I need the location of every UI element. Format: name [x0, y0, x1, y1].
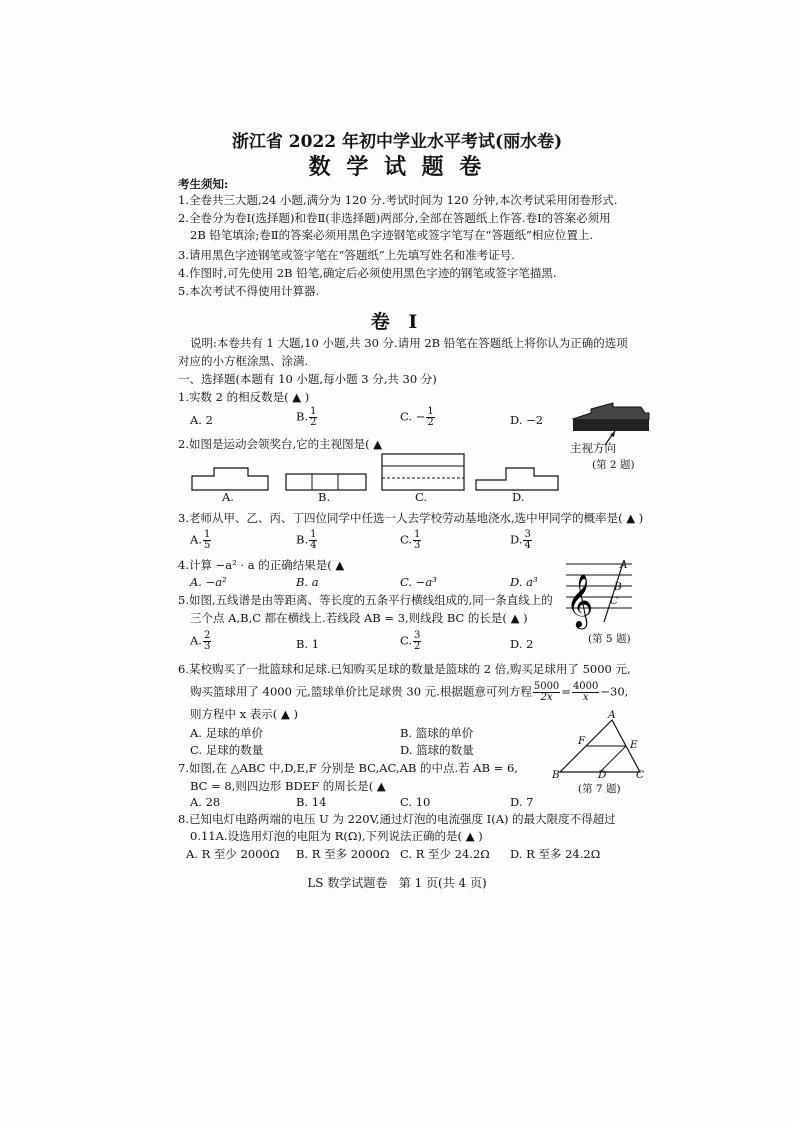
denominator: 2x [540, 692, 553, 703]
q6-option-b: B. 篮球的单价 [400, 726, 474, 740]
numerator: 1 [310, 529, 317, 540]
q6-option-c: C. 足球的数量 [190, 743, 264, 757]
fraction [203, 631, 211, 652]
notice-item: 2.全卷分为卷Ⅰ(选择题)和卷Ⅱ(非选择题)两部分,全部在答题纸上作答.卷Ⅰ的答案必须用 [178, 211, 611, 225]
notice-item: 3.请用黑色字迹钢笔或签字笔在“答题纸”上先填写姓名和准考证号. [178, 248, 515, 262]
numerator: 2 [203, 630, 211, 641]
opt-label: C. [400, 633, 413, 648]
point-c-label: C [610, 595, 619, 607]
q5-option-b: B. 1 [296, 637, 320, 651]
notice-item: 5.本次考试不得使用计算器. [178, 284, 320, 298]
q1-b-label: B. [296, 409, 309, 424]
q1-option-c [400, 407, 436, 428]
answer-placeholder: ▲ [280, 707, 290, 721]
q8-close: ) [478, 829, 483, 843]
question-1-stem [178, 390, 309, 404]
numerator: 4000 [572, 681, 599, 692]
fraction [203, 530, 211, 551]
q8-option-b: B. R 至多 2000Ω [296, 847, 390, 861]
notice-item: 2B 铅笔填涂;卷Ⅱ的答案必须用黑色字迹钢笔或签字笔写在“答题纸”相应位置上. [190, 228, 594, 242]
q4-text: 4.计算 −a² · a 的正确结果是( [178, 558, 332, 572]
shape-c [382, 454, 464, 490]
question-4-stem [178, 558, 344, 572]
q8-option-a: A. R 至少 2000Ω [186, 847, 280, 861]
eq-tail: −30, [600, 684, 629, 699]
q3-option-c [400, 530, 422, 551]
q5-option-c [400, 631, 422, 652]
q2-option-shapes [188, 454, 548, 494]
q4-option-d: D. a³ [510, 575, 538, 589]
q5-option-a [190, 631, 212, 652]
fraction [413, 530, 421, 551]
question-3-stem [178, 511, 643, 525]
vertex-b-label: B [552, 769, 560, 781]
q2-fig-caption: (第 2 题) [592, 459, 635, 471]
q1-option-a: A. 2 [190, 413, 213, 427]
q3-option-a [190, 530, 212, 551]
q1-text: 1.实数 2 的相反数是( [178, 390, 289, 404]
question-8-line2 [190, 829, 483, 843]
denominator: 4 [524, 540, 531, 551]
numerator: 1 [310, 406, 317, 417]
denominator: 4 [310, 540, 317, 551]
question-8-line1: 8.已知电灯电路两端的电压 U 为 220V,通过灯泡的电流强度 I(A) 的最大限度不得超过 [178, 812, 616, 826]
q1-close: ) [304, 390, 310, 404]
numerator: 1 [203, 529, 211, 540]
q2-fig-label: 主视方向 [570, 441, 616, 455]
q3-close: ) [638, 511, 644, 525]
answer-placeholder: ▲ [510, 611, 520, 625]
shape-a [192, 468, 268, 490]
fraction [309, 530, 317, 551]
question-5-line1: 5.如图,五线谱是由等距离、等长度的五条平行横线组成的,同一条直线上的 [178, 593, 553, 607]
vertex-d-label: D [598, 769, 607, 781]
opt-label: B. [296, 532, 309, 547]
eq-equals: = [561, 684, 571, 699]
fraction [533, 682, 560, 703]
q3-option-d [510, 530, 533, 551]
paper-title: 数 学 试 题 卷 [308, 154, 486, 180]
q6-text: 购买篮球用了 4000 元,篮球单价比足球贵 30 元.根据题意可列方程 [190, 684, 532, 699]
fraction [309, 407, 317, 428]
q2-option-a: A. [222, 490, 234, 504]
question-7-line2 [190, 779, 386, 793]
opt-label: A. [190, 532, 202, 547]
q2-option-d: D. [512, 490, 525, 504]
q5-option-d: D. 2 [510, 637, 534, 651]
denominator: 3 [414, 540, 421, 551]
notice-item: 4.作图时,可先使用 2B 铅笔,确定后必须使用黑色字迹的钢笔或签字笔描黑. [178, 266, 557, 280]
denominator: x [582, 692, 589, 703]
q2-option-b: B. [318, 490, 331, 504]
q6-option-d: D. 篮球的数量 [400, 743, 474, 757]
numerator: 1 [414, 529, 421, 540]
q3-text: 3.老师从甲、乙、丙、丁四位同学中任选一人去学校劳动基地浇水,选中甲同学的概率是( [178, 511, 623, 525]
vertex-e-label: E [630, 739, 638, 751]
section-title: 卷 Ⅰ [370, 311, 424, 333]
q2-option-c: C. [415, 490, 428, 504]
q1-c-label: C. − [400, 409, 426, 424]
section-note: 说明:本卷共有 1 大题,10 小题,共 30 分.请用 2B 铅笔在答题纸上将你认为正确的选项 [190, 336, 628, 350]
q7-option-b: B. 14 [296, 795, 327, 809]
q5-fig-caption: (第 5 题) [588, 633, 631, 645]
q6-text: 则方程中 x 表示( [190, 707, 278, 721]
q3-option-b [296, 530, 318, 551]
answer-placeholder: ▲ [292, 390, 302, 404]
question-7-line1: 7.如图,在 △ABC 中,D,E,F 分别是 BC,AC,AB 的中点.若 AB = 6, [178, 761, 518, 775]
notice-item: 1.全卷共三大题,24 小题,满分为 120 分.考试时间为 120 分钟,本次考试采用闭卷形式. [178, 193, 618, 207]
shape-b [286, 474, 366, 490]
question-6-line1: 6.某校购买了一批篮球和足球.已知购买足球的数量是篮球的 2 倍,购买足球用了 5000 元, [178, 662, 631, 676]
denominator: 2 [414, 641, 421, 652]
shape-d [476, 468, 558, 490]
answer-placeholder: ▲ [626, 511, 636, 525]
opt-label: A. [190, 633, 202, 648]
numerator: 3 [524, 529, 531, 540]
point-a-label: A [620, 559, 628, 571]
answer-placeholder: ▲ [373, 437, 383, 451]
question-6-line2 [190, 682, 628, 703]
fraction [413, 631, 421, 652]
q7-fig-caption: (第 7 题) [578, 783, 621, 795]
q7-text: BC = 8,则四边形 BDEF 的周长是( [190, 779, 374, 793]
denominator: 2 [310, 417, 317, 428]
q6-option-a: A. 足球的单价 [190, 726, 264, 740]
point-b-label: B [614, 581, 622, 593]
exam-title: 浙江省 2022 年初中学业水平考试(丽水卷) [231, 132, 563, 152]
fraction [523, 530, 531, 551]
q7-option-c: C. 10 [400, 795, 431, 809]
q5-text: 三个点 A,B,C 都在横线上.若线段 AB = 3,则线段 BC 的长是( [190, 611, 507, 625]
numerator: 3 [414, 630, 421, 641]
q4-option-c: C. −a³ [400, 575, 437, 589]
fraction [426, 407, 434, 428]
q8-option-d: D. R 至多 24.2Ω [510, 847, 601, 861]
q8-text: 0.11A.设选用灯泡的电阻为 R(Ω),下列说法正确的是( [190, 829, 463, 843]
fraction [572, 682, 599, 703]
notice-heading: 考生须知: [178, 177, 229, 191]
answer-placeholder: ▲ [465, 829, 475, 843]
q2-text: 2.如图是运动会领奖台,它的主视图是( [178, 437, 370, 451]
q1-option-d: D. −2 [510, 413, 544, 427]
q4-option-b: B. a [296, 575, 319, 589]
section-heading: 一、选择题(本题有 10 小题,每小题 3 分,共 30 分) [178, 372, 437, 386]
treble-clef-icon: 𝄞 [566, 573, 594, 627]
question-5-line2 [190, 611, 528, 625]
question-6-line3 [190, 707, 298, 721]
opt-label: C. [400, 532, 413, 547]
podium-front [573, 419, 649, 431]
answer-placeholder: ▲ [376, 779, 386, 793]
q1-option-b [296, 407, 318, 428]
denominator: 2 [427, 417, 434, 428]
q7-option-d: D. 7 [510, 795, 534, 809]
q7-option-a: A. 28 [190, 795, 221, 809]
numerator: 5000 [533, 681, 560, 692]
q4-option-a: A. −a² [190, 575, 227, 589]
page-footer: LS 数学试题卷 第 1 页(共 4 页) [307, 876, 487, 890]
vertex-c-label: C [636, 769, 645, 781]
numerator: 1 [427, 406, 434, 417]
section-note: 对应的小方框涂黑、涂满. [178, 354, 309, 368]
question-2-stem [178, 437, 382, 451]
q5-close: ) [523, 611, 528, 625]
vertex-f-label: F [578, 735, 586, 747]
denominator: 3 [203, 641, 211, 652]
q8-option-c: C. R 至少 24.2Ω [400, 847, 490, 861]
q6-close: ) [293, 707, 298, 721]
denominator: 5 [203, 540, 211, 551]
answer-placeholder: ▲ [335, 558, 345, 572]
opt-label: D. [510, 532, 523, 547]
vertex-a-label: A [608, 709, 616, 721]
